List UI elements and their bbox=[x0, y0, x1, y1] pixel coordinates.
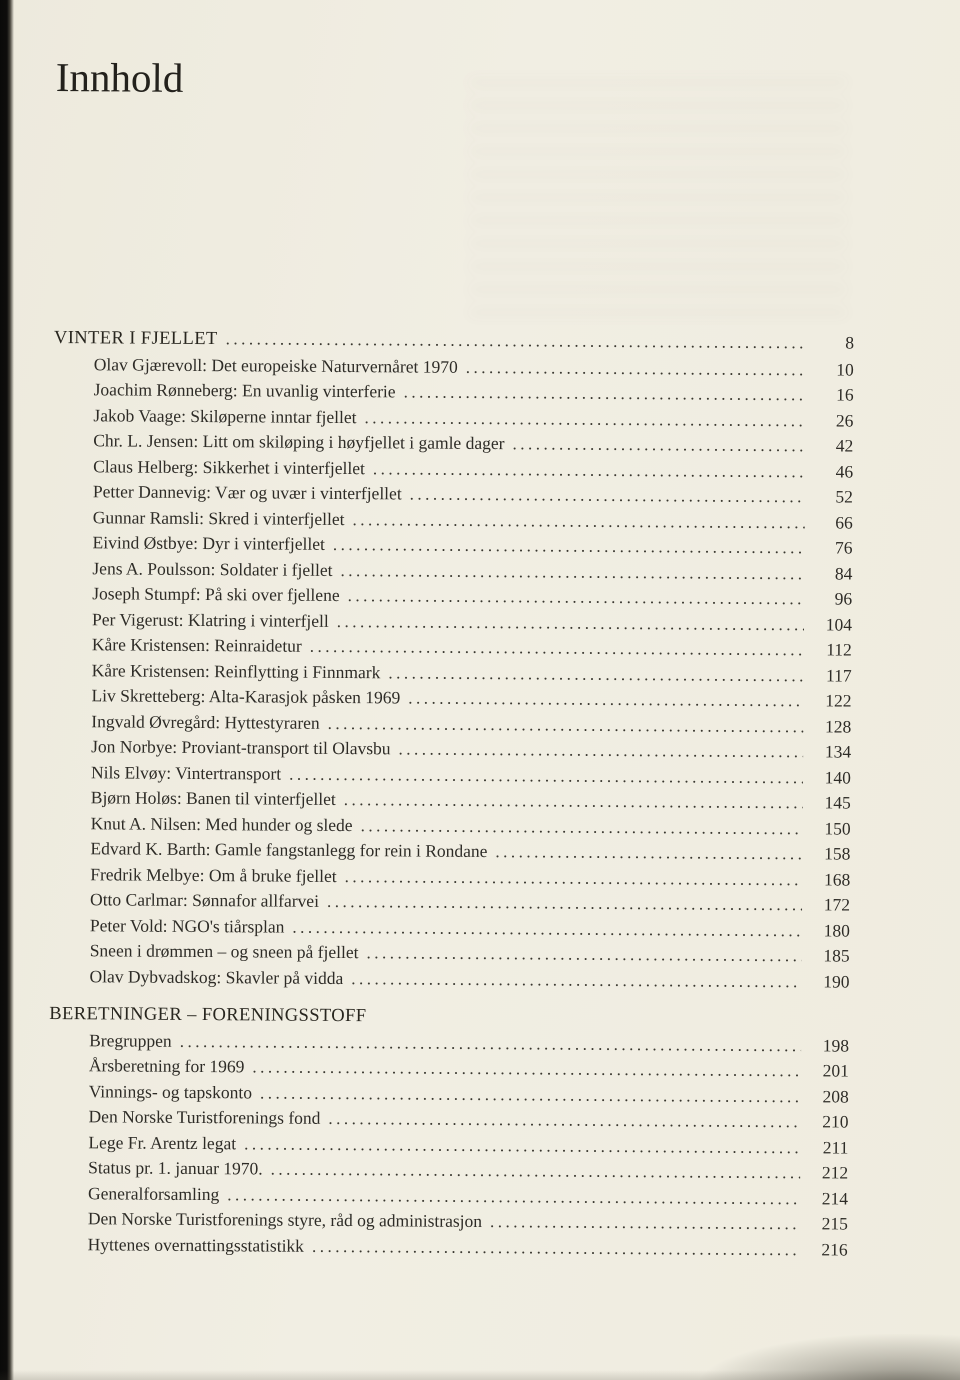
toc-entry-label: Vinnings- og tapskonto bbox=[88, 1080, 253, 1103]
toc-entry-label: Kåre Kristensen: Reinflytting i Finnmark bbox=[91, 659, 381, 682]
toc-entry-label: Joseph Stumpf: På ski over fjellene bbox=[92, 583, 340, 606]
toc-entry-page: 122 bbox=[825, 690, 852, 711]
scan-left-edge bbox=[0, 0, 14, 1380]
toc-entry-label: Årsberetning for 1969 bbox=[88, 1055, 245, 1077]
toc-entry-page: 104 bbox=[825, 614, 853, 635]
toc-entry-page: 140 bbox=[824, 767, 852, 788]
toc-entry bbox=[48, 1232, 848, 1263]
dot-leader bbox=[351, 966, 801, 995]
toc-entry bbox=[49, 964, 849, 995]
dot-leader bbox=[345, 864, 803, 893]
toc-entry-page: 16 bbox=[836, 384, 854, 405]
toc-entry-page: 66 bbox=[835, 512, 853, 533]
toc-entry-label: Status pr. 1. januar 1970. bbox=[88, 1157, 263, 1179]
toc-entry-label: Jens A. Poulsson: Soldater i fjellet bbox=[92, 557, 333, 580]
toc-entry-page: 172 bbox=[823, 894, 851, 915]
toc-entry-label: Claus Helberg: Sikkerhet i vinterfjellet bbox=[93, 455, 366, 478]
toc-entry-label: Fredrik Melbye: Om å bruke fjellet bbox=[90, 863, 337, 886]
toc-entry-page: 134 bbox=[824, 741, 852, 762]
dot-leader bbox=[495, 839, 802, 867]
toc-entry-label: Bregruppen bbox=[89, 1029, 172, 1051]
table-of-contents bbox=[48, 325, 854, 1263]
toc-entry-label: Peter Vold: NGO's tiårsplan bbox=[89, 914, 285, 937]
toc-entry-label: Per Vigerust: Klatring i vinterfjell bbox=[91, 608, 329, 631]
toc-entry-label: Edvard K. Barth: Gamle fangstanlegg for rein i Rondane bbox=[90, 838, 488, 862]
toc-entry-label: Bjørn Holøs: Banen til vinterfjellet bbox=[90, 787, 336, 810]
toc-entry-label: Sneen i drømmen – og sneen på fjellet bbox=[89, 940, 359, 963]
section-heading-label: BERETNINGER – FORENINGSSTOFF bbox=[49, 1004, 367, 1027]
toc-entry-page: 168 bbox=[823, 869, 851, 890]
toc-entry-page: 10 bbox=[836, 359, 854, 380]
dot-leader bbox=[340, 558, 804, 587]
toc-entry-page: 26 bbox=[835, 410, 854, 431]
toc-entry-page: 185 bbox=[823, 945, 850, 966]
dot-leader bbox=[352, 507, 804, 536]
toc-entry-label: Liv Skretteberg: Alta-Karasjok påsken 1969 bbox=[91, 685, 401, 708]
toc-entry-label: Knut A. Nilsen: Med hunder og slede bbox=[90, 812, 353, 835]
toc-entry-label: Eivind Østbye: Dyr i vinterfjellet bbox=[92, 532, 325, 555]
toc-entry-label: Joachim Rønneberg: En uvanlig vinterferie bbox=[93, 379, 396, 402]
toc-entry-label: Generalforsamling bbox=[87, 1182, 220, 1204]
dot-leader bbox=[408, 686, 803, 714]
toc-entry-page: 198 bbox=[822, 1035, 850, 1056]
dot-leader bbox=[328, 711, 804, 740]
toc-entry-page: 158 bbox=[824, 843, 851, 864]
toc-entry-page: 96 bbox=[834, 588, 853, 609]
toc-entry-page: 117 bbox=[826, 665, 852, 686]
dot-leader bbox=[327, 889, 802, 918]
dot-leader bbox=[244, 1131, 800, 1160]
toc-entry-page: 180 bbox=[823, 920, 850, 941]
dot-leader bbox=[364, 405, 805, 434]
dot-leader bbox=[344, 787, 803, 816]
page-title: Innhold bbox=[55, 54, 184, 101]
toc-entry-page: 210 bbox=[822, 1111, 849, 1132]
dot-leader bbox=[490, 1209, 800, 1237]
toc-entry-page: 128 bbox=[825, 716, 852, 737]
dot-leader bbox=[226, 326, 807, 356]
dot-leader bbox=[310, 634, 804, 663]
toc-entry-page: 52 bbox=[835, 486, 853, 507]
toc-entry-label: Olav Dybvadskog: Skavler på vidda bbox=[89, 965, 344, 988]
toc-entry-label: Hyttenes overnattingsstatistikk bbox=[87, 1233, 305, 1256]
toc-entry-label: Petter Dannevig: Vær og uvær i vinterfjellet bbox=[92, 481, 402, 504]
dot-leader bbox=[398, 737, 803, 765]
toc-entry-label: Den Norske Turistforenings fond bbox=[88, 1106, 321, 1129]
dot-leader bbox=[366, 940, 801, 969]
dot-leader bbox=[337, 609, 804, 638]
toc-entry-page: 214 bbox=[821, 1188, 849, 1209]
toc-entry-page: 112 bbox=[826, 639, 852, 660]
section-page-number: 8 bbox=[845, 332, 855, 353]
toc-entry-page: 150 bbox=[824, 818, 851, 839]
toc-entry-label: Jakob Vaage: Skiløperne inntar fjellet bbox=[93, 404, 357, 427]
dot-leader bbox=[271, 1157, 801, 1186]
dot-leader bbox=[361, 813, 803, 842]
dot-leader bbox=[348, 583, 805, 612]
toc-entry-page: 145 bbox=[824, 792, 851, 813]
dot-leader bbox=[404, 380, 806, 408]
toc-entry-page: 201 bbox=[822, 1060, 849, 1081]
toc-entry-label: Chr. L. Jensen: Litt om skiløping i høyfjellet i gamle dager bbox=[93, 430, 505, 454]
toc-entry-label: Nils Elvøy: Vintertransport bbox=[90, 761, 282, 784]
toc-entry-page: 216 bbox=[821, 1239, 848, 1260]
dot-leader bbox=[328, 1106, 800, 1135]
toc-entry-page: 46 bbox=[835, 461, 854, 482]
page-content bbox=[48, 54, 856, 1263]
dot-leader bbox=[466, 355, 806, 383]
dot-leader bbox=[252, 1055, 801, 1084]
toc-entry-label: Ingvald Øvregård: Hyttestyraren bbox=[91, 710, 320, 733]
toc-entry-label: Otto Carlmar: Sønnafor allfarvei bbox=[90, 889, 320, 911]
toc-entry-page: 76 bbox=[835, 537, 853, 558]
scan-corner-shadow bbox=[700, 1334, 960, 1380]
toc-entry-page: 84 bbox=[834, 563, 853, 584]
toc-entry-page: 208 bbox=[822, 1086, 849, 1107]
toc-section bbox=[48, 1002, 850, 1263]
toc-entry-page: 190 bbox=[823, 971, 850, 992]
dot-leader bbox=[312, 1233, 800, 1262]
section-heading-label: VINTER I FJELLET bbox=[53, 328, 218, 350]
toc-entry-page: 215 bbox=[821, 1213, 848, 1234]
dot-leader bbox=[292, 914, 802, 943]
toc-entry-label: Den Norske Turistforenings styre, råd og administrasjon bbox=[87, 1208, 483, 1232]
dot-leader bbox=[512, 431, 805, 459]
toc-entry-label: Olav Gjærevoll: Det europeiske Naturvernåret 1970 bbox=[93, 353, 458, 377]
dot-leader bbox=[333, 532, 805, 561]
dot-leader bbox=[373, 456, 805, 485]
dot-leader bbox=[388, 660, 803, 688]
dot-leader bbox=[260, 1080, 801, 1109]
toc-section bbox=[49, 325, 854, 995]
dot-leader bbox=[227, 1182, 800, 1211]
toc-entry-label: Jon Norbye: Proviant-transport til Olavsbu bbox=[91, 736, 391, 759]
toc-entry-label: Kåre Kristensen: Reinraidetur bbox=[91, 634, 302, 656]
toc-entry-page: 42 bbox=[835, 435, 854, 456]
toc-entry-page: 211 bbox=[822, 1137, 849, 1158]
toc-entry-label: Lege Fr. Arentz legat bbox=[88, 1131, 237, 1153]
toc-entry-label: Gunnar Ramsli: Skred i vinterfjellet bbox=[92, 506, 345, 529]
toc-entry-page: 212 bbox=[821, 1162, 849, 1183]
dot-leader bbox=[289, 761, 803, 790]
dot-leader bbox=[410, 482, 805, 510]
